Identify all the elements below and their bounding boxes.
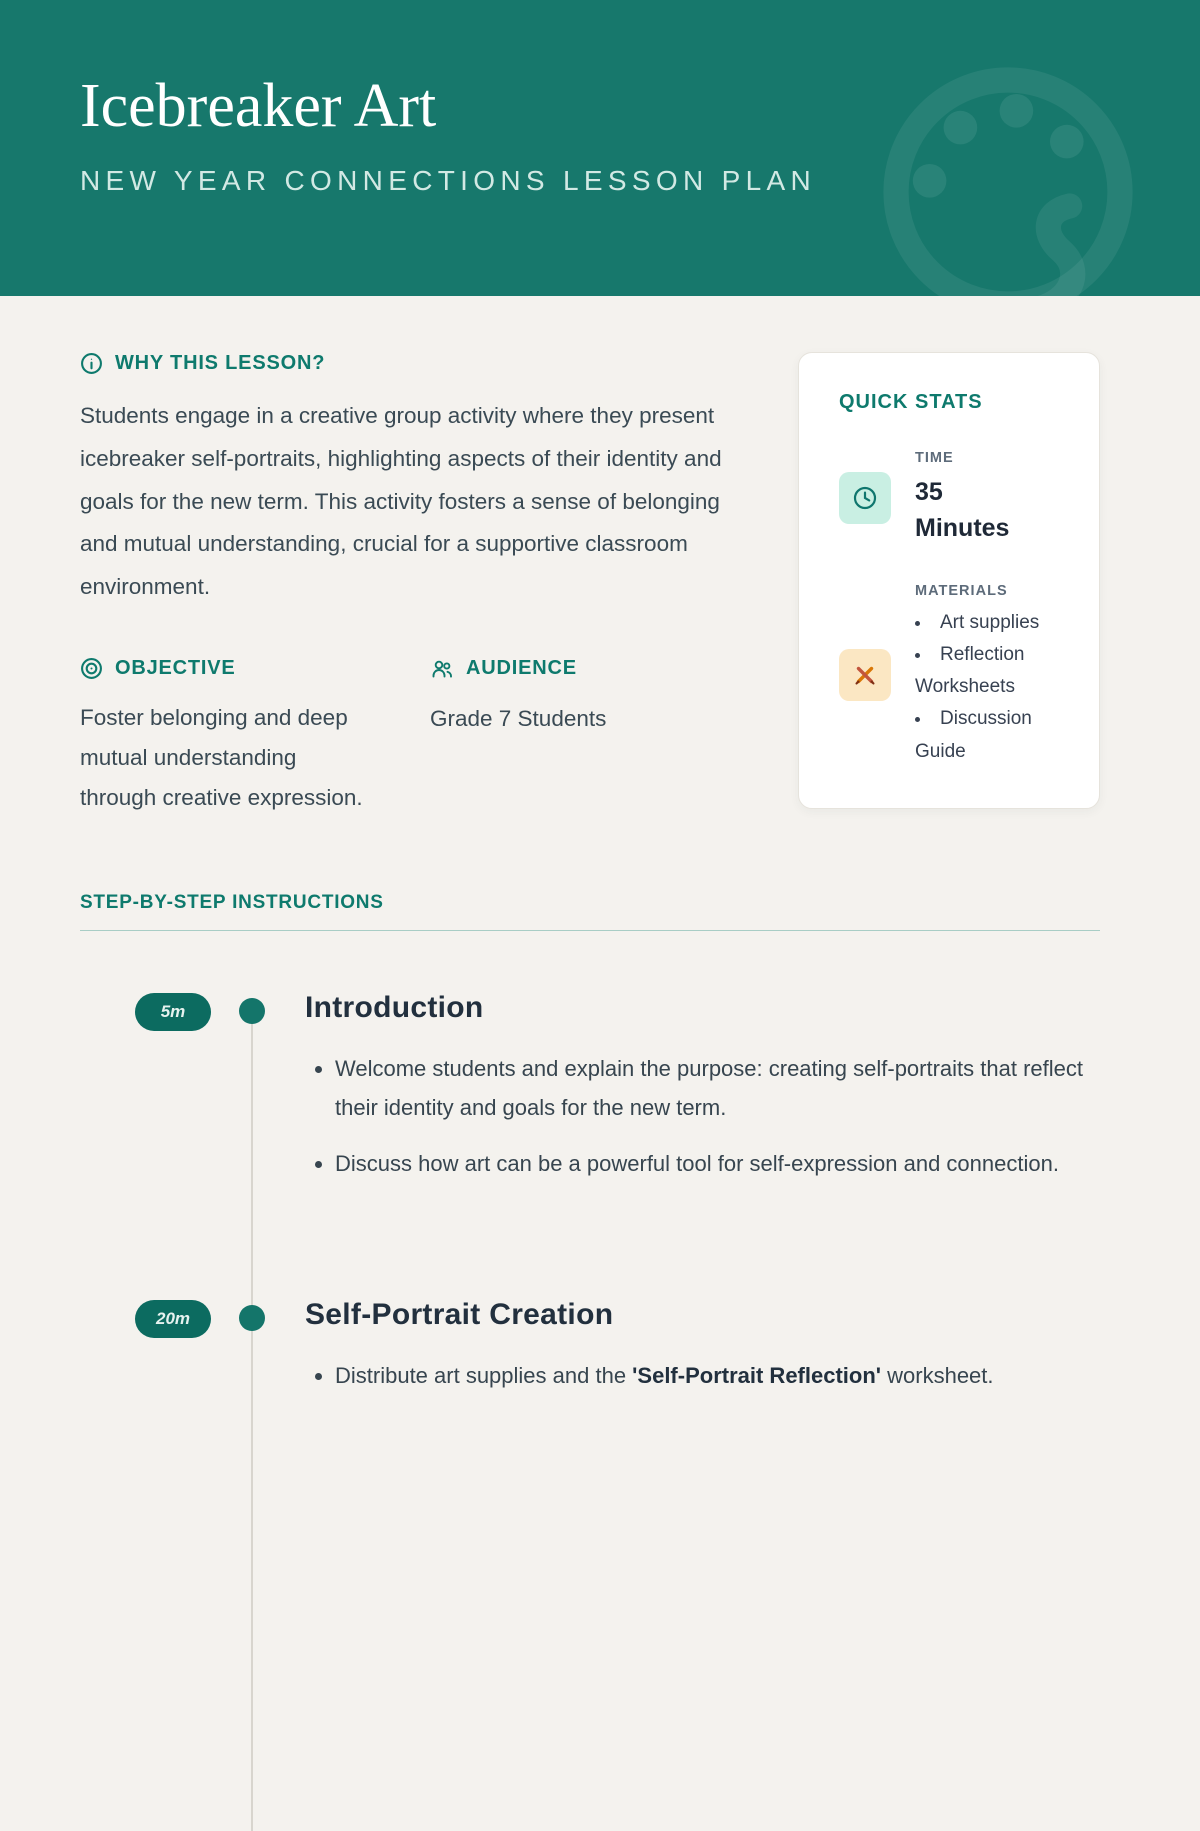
objective-body: Foster belonging and deep mutual understanding through creative expression. xyxy=(80,704,363,810)
time-value: 35 Minutes xyxy=(915,478,1010,543)
audience-block xyxy=(430,657,742,818)
step-title: Self-Portrait Creation xyxy=(305,1297,614,1331)
quick-stats-card xyxy=(798,352,1100,809)
time-text xyxy=(915,450,1033,547)
step-content xyxy=(305,991,1100,1200)
step-title: Introduction xyxy=(305,990,484,1024)
audience-icon xyxy=(430,657,454,681)
info-icon xyxy=(80,352,103,375)
step-content xyxy=(305,1298,1100,1412)
page-title: Icebreaker Art xyxy=(80,72,437,140)
material-item: • Discussion Guide xyxy=(915,703,1061,768)
step-self-portrait-creation xyxy=(80,1298,1100,1412)
materials-stat xyxy=(839,583,1061,768)
steps-timeline xyxy=(80,991,1100,1411)
art-supplies-icon xyxy=(839,649,891,701)
step-bullet-list xyxy=(305,1356,1100,1396)
steps-section xyxy=(80,892,1100,1411)
step-bullet-list xyxy=(305,1049,1100,1184)
target-icon xyxy=(80,657,103,680)
material-item: • Art supplies xyxy=(915,607,1061,639)
bold-worksheet-name: 'Self-Portrait Reflection' xyxy=(632,1362,882,1388)
header-banner xyxy=(0,0,1200,296)
objective-heading: OBJECTIVE xyxy=(115,656,236,679)
time-label: TIME xyxy=(915,450,954,466)
step-bullet: • Distribute art supplies and the 'Self-Portrait Reflection' worksheet. xyxy=(335,1356,1100,1396)
steps-heading: STEP-BY-STEP INSTRUCTIONS xyxy=(80,892,1100,931)
timeline-dot xyxy=(239,1305,265,1331)
time-stat xyxy=(839,450,1061,547)
objective-block xyxy=(80,657,430,818)
materials-label: MATERIALS xyxy=(915,582,1008,599)
materials-text xyxy=(915,583,1061,768)
quick-stats-heading: QUICK STATS xyxy=(839,391,983,413)
step-introduction xyxy=(80,991,1100,1200)
intro-column xyxy=(80,352,742,818)
why-heading: WHY THIS LESSON? xyxy=(115,352,326,374)
objective-audience-row xyxy=(80,657,742,818)
audience-body: Grade 7 Students xyxy=(430,705,607,731)
page-subtitle: NEW YEAR CONNECTIONS LESSON PLAN xyxy=(80,165,817,197)
step-bullet: • Discuss how art can be a powerful tool for self-expression and connection. xyxy=(335,1144,1100,1184)
step-duration-badge: 5m xyxy=(135,993,211,1031)
materials-list xyxy=(915,607,1061,768)
timeline-dot xyxy=(239,998,265,1024)
audience-heading: AUDIENCE xyxy=(466,657,577,680)
material-item: • Reflection Worksheets xyxy=(915,639,1061,704)
palette-icon xyxy=(868,52,1148,296)
step-bullet: • Welcome students and explain the purpose: creating self-portraits that reflect their identity and goals for the new term. xyxy=(335,1049,1100,1128)
main-content xyxy=(0,296,1200,818)
why-heading-row xyxy=(80,352,742,375)
step-duration-badge: 20m xyxy=(135,1300,211,1338)
clock-icon xyxy=(839,472,891,524)
why-body: Students engage in a creative group activity where they present icebreaker self-portraits, highlighting aspects of their identity and goals for the new term. This activity fosters a sense of belonging and mutual understanding, crucial for a supportive classroom environment. xyxy=(80,403,722,599)
